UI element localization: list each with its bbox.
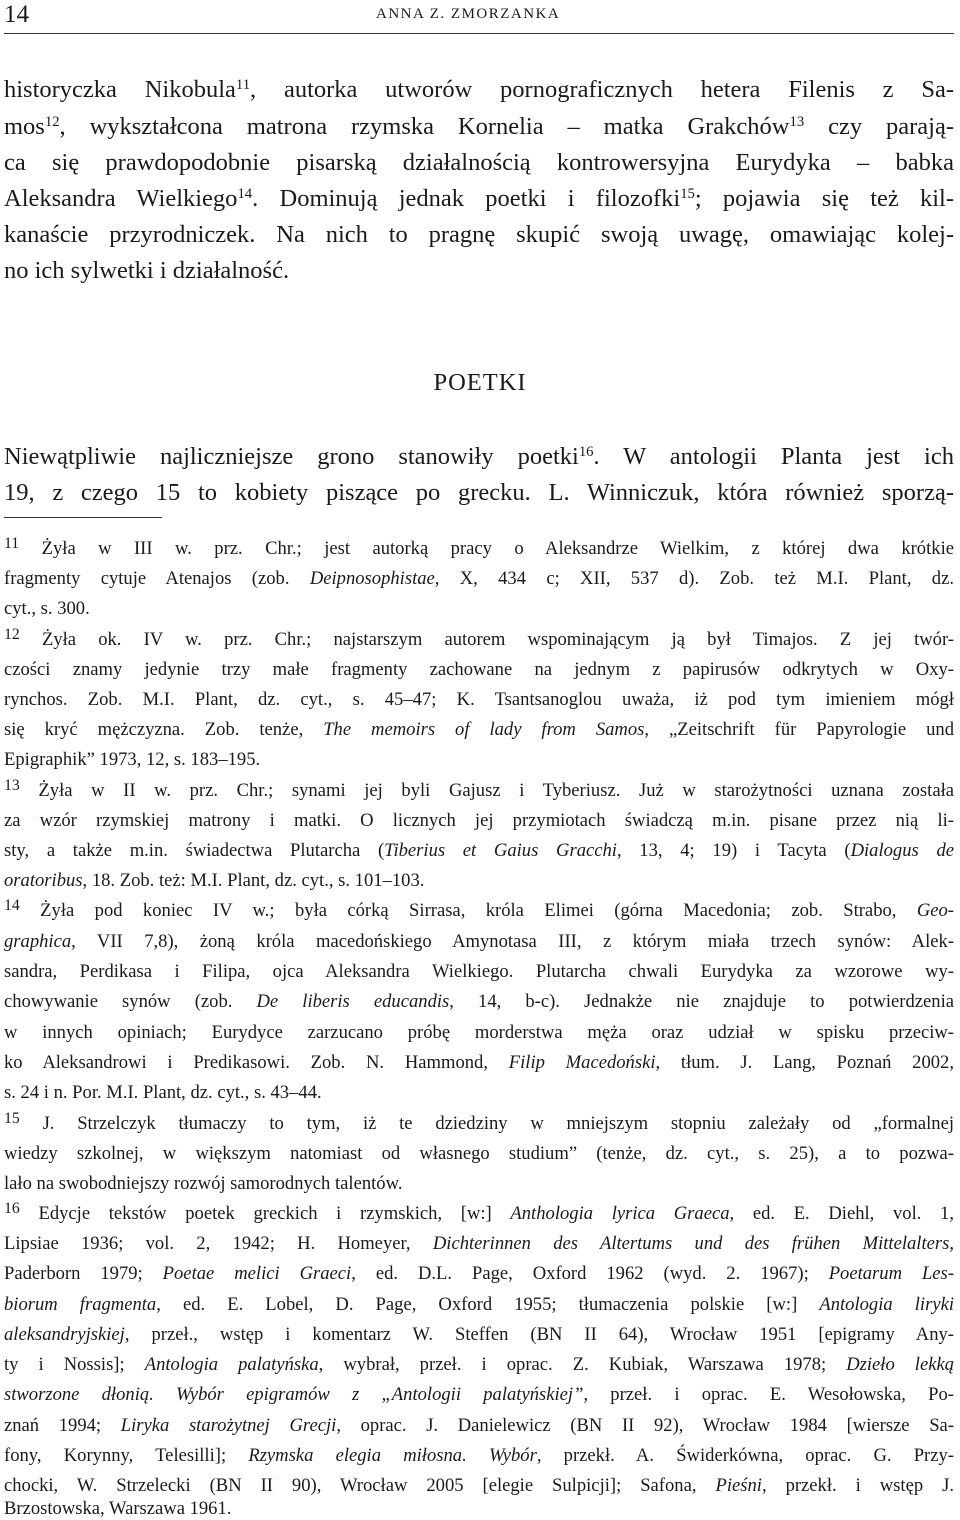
footnote-line (4, 931, 954, 953)
footnote-number: 11 (4, 534, 20, 552)
text-run: sty, a także m.in. świadectwa Plutarcha ( (4, 840, 385, 861)
text-run: , tłum. J. Lang, Poznań 2002, (655, 1052, 954, 1073)
text-run: , X, 434 c; XII, 537 d). Zob. też M.I. Plant, dz. (434, 568, 954, 589)
footnote-line (4, 1109, 954, 1135)
footnote-line (4, 776, 954, 802)
footnote-line (4, 659, 954, 681)
italic-text: Dichterinnen des Altertums und des frühen Mittelalters (432, 1233, 950, 1254)
text-run: 19, z czego 15 to kobiety piszące po grecku. L. Winniczuk, która również sporzą- (4, 479, 954, 506)
footnote-line (4, 1052, 954, 1074)
footnote-line (4, 1354, 954, 1376)
footnote-line (4, 568, 954, 590)
body-line (4, 185, 954, 213)
footnote-line (4, 1498, 231, 1520)
italic-text: Tiberius et Gaius Gracchi (384, 840, 617, 861)
footnote-line (4, 1294, 954, 1316)
text-run: Niewątpliwie najliczniejsze grono stanowiły poetki (4, 443, 579, 470)
text-run: Aleksandra Wielkiego (4, 185, 238, 212)
text-run: , oprac. J. Danielewicz (BN II 92), Wrocław 1984 [wiersze Sa- (336, 1415, 954, 1436)
text-run: , 13, 4; 19) i Tacyta ( (616, 840, 851, 861)
footnote-line (4, 534, 954, 560)
footnote-ref: 16 (578, 443, 594, 460)
footnote-rule (4, 517, 162, 518)
header-rule (4, 33, 954, 34)
section-heading: POETKI (433, 369, 527, 396)
footnote-line (4, 689, 954, 711)
footnote-line (4, 719, 954, 741)
text-run: Brzostowska, Warszawa 1961. (4, 1498, 232, 1519)
text-run: , wybrał, przeł. i oprac. Z. Kubiak, Warszawa 1978; (318, 1354, 847, 1375)
italic-text: graphica (4, 931, 72, 952)
text-run: chocki, W. Strzelecki (BN II 90), Wrocław 2005 [elegie Sulpicji]; Safona, (4, 1475, 716, 1496)
running-head: ANNA Z. ZMORZANKA (376, 6, 561, 22)
text-run: czości znamy jedynie trzy małe fragmenty zachowane na jednym z papirusów odkrytych w Oxy- (4, 659, 954, 680)
italic-text: Geo- (916, 900, 954, 921)
italic-text: Poetarum Les- (828, 1263, 954, 1284)
text-run: się kryć mężczyzna. Zob. tenże, (4, 719, 324, 740)
italic-text: stworzone dłonią. Wybór epigramów z „Antologii palatyńskiej” (4, 1384, 584, 1405)
text-run: Lipsiae 1936; vol. 2, 1942; H. Homeyer, (4, 1233, 433, 1254)
italic-text: The memoirs of lady from Samos (323, 719, 645, 740)
text-run: historyczka Nikobula (4, 76, 236, 103)
footnote-line (4, 1173, 402, 1195)
text-run: sandra, Perdikasa i Filipa, ojca Aleksandra Wielkiego. Plutarcha chwali Eurydyka za wzorowe wy- (4, 961, 954, 982)
footnote-line (4, 625, 954, 651)
body-line (4, 113, 954, 141)
text-run: ; pojawia się też kil- (694, 185, 955, 212)
text-run: , (949, 1233, 954, 1254)
italic-text: De liberis educandis (256, 991, 450, 1012)
text-run: fony, Korynny, Telesilli]; (4, 1445, 249, 1466)
text-run: , autorka utworów pornograficznych hetera Filenis z Sa- (250, 76, 954, 103)
text-run: , przeł., wstęp i komentarz W. Steffen (BN II 64), Wrocław 1951 [epigramy Any- (124, 1324, 954, 1345)
footnote-ref: 15 (680, 185, 695, 202)
text-run: , przekł. A. Świderkówna, oprac. G. Przy- (536, 1445, 954, 1466)
italic-text: aleksandryjskiej (4, 1324, 125, 1345)
footnote-line (4, 1022, 954, 1044)
footnote-number: 13 (4, 776, 20, 794)
text-run: J. Strzelczyk tłumaczy to tym, iż te dziedziny w mniejszym stopniu zależały od „formalnej (19, 1113, 954, 1134)
footnote-line (4, 1143, 954, 1165)
text-run: mos (4, 113, 45, 140)
text-run: w innych opiniach; Eurydyce zarzucano próbę morderstwa męża oraz udział w spisku przeciw- (4, 1022, 954, 1043)
footnote-line (4, 1263, 954, 1285)
text-run: , ed. E. Diehl, vol. 1, (729, 1203, 955, 1224)
footnote-line (4, 896, 954, 922)
italic-text: Anthologia lyrica Graeca (510, 1203, 730, 1224)
footnote-line (4, 870, 424, 892)
footnote-ref: 13 (789, 113, 805, 130)
footnote-line (4, 991, 954, 1013)
text-run: , ed. E. Lobel, D. Page, Oxford 1955; tłumaczenia polskie [w:] (156, 1294, 820, 1315)
footnote-number: 12 (4, 625, 20, 643)
italic-text: biorum fragmenta (4, 1294, 157, 1315)
footnote-number: 16 (4, 1199, 20, 1217)
footnote-ref: 11 (235, 76, 251, 93)
footnote-line (4, 1082, 322, 1104)
text-run: ca się prawdopodobnie pisarską działalnością kontrowersyjna Eurydyka – babka (4, 149, 954, 176)
text-run: cyt., s. 300. (4, 598, 90, 619)
footnote-line (4, 840, 954, 862)
text-run: Żyła w III w. prz. Chr.; jest autorką pracy o Aleksandrze Wielkim, z której dwa krótkie (19, 538, 954, 559)
italic-text: Rzymska elegia miłosna. Wybór (248, 1445, 537, 1466)
footnote-ref: 14 (237, 185, 253, 202)
italic-text: Dzieło lekką (846, 1354, 955, 1375)
italic-text: oratoribus (4, 870, 83, 891)
italic-text: Poetae melici Graeci (162, 1263, 352, 1284)
text-run: znań 1994; (4, 1415, 121, 1436)
footnote-line (4, 1445, 954, 1467)
text-run: , ed. D.L. Page, Oxford 1962 (wyd. 2. 1967); (351, 1263, 829, 1284)
footnote-line (4, 961, 954, 983)
text-run: wiedzy szkolnej, w większym natomiast od własnego studium” (tenże, dz. cyt., s. 25), a to pozwa- (4, 1143, 954, 1164)
footnote-line (4, 749, 260, 771)
text-run: . W antologii Planta jest ich (593, 443, 954, 470)
text-run: ty i Nossis]; (4, 1354, 145, 1375)
body-line (4, 76, 954, 104)
italic-text: Pieśni (715, 1475, 762, 1496)
italic-text: Antologia liryki (819, 1294, 954, 1315)
text-run: , przeł. i oprac. E. Wesołowska, Po- (583, 1384, 954, 1405)
footnote-line (4, 1199, 955, 1225)
text-run: , 14, b-c). Jednakże nie znajduje to potwierdzenia (449, 991, 955, 1012)
italic-text: Dialogus de (850, 840, 955, 861)
text-run: , przekł. i wstęp J. (761, 1475, 954, 1496)
text-run: s. 24 i n. Por. M.I. Plant, dz. cyt., s. 43–44. (4, 1082, 322, 1103)
text-run: , VII 7,8), żoną króla macedońskiego Amynotasa III, z którym miała trzech synów: Alek- (71, 931, 954, 952)
text-run: ko Aleksandrowi i Predikasowi. Zob. N. Hammond, (4, 1052, 509, 1073)
footnote-number: 15 (4, 1109, 20, 1127)
text-run: chowywanie synów (zob. (4, 991, 257, 1012)
italic-text: Deipnosophistae (309, 568, 435, 589)
body-line (4, 257, 289, 285)
footnote-line (4, 1475, 954, 1497)
body-line (4, 221, 954, 249)
text-run: fragmenty cytuje Atenajos (zob. (4, 568, 310, 589)
text-run: czy parają- (804, 113, 954, 140)
text-run: Edycje tekstów poetek greckich i rzymskich, [w:] (19, 1203, 511, 1224)
footnote-number: 14 (4, 896, 20, 914)
text-run: Epigraphik” 1973, 12, s. 183–195. (4, 749, 261, 770)
text-run: Paderborn 1979; (4, 1263, 163, 1284)
footnote-line (4, 1324, 954, 1346)
page-header (0, 0, 960, 34)
text-run: Żyła ok. IV w. prz. Chr.; najstarszym autorem wspominającym ją był Timajos. Z jej twór- (19, 629, 954, 650)
footnote-line (4, 1415, 954, 1437)
body-line (4, 479, 954, 507)
text-run: za wzór rzymskiej matrony i matki. O licznych jej przymiotach świadczą m.in. pisane przez nią li- (4, 810, 954, 831)
footnote-line (4, 810, 954, 832)
italic-text: Antologia palatyńska (144, 1354, 319, 1375)
text-run: rynchos. Zob. M.I. Plant, dz. cyt., s. 45–47; K. Tsantsanoglou uważa, iż pod tym imieniem mógł (4, 689, 954, 710)
text-run: . Dominują jednak poetki i filozofki (252, 185, 681, 212)
page-number: 14 (4, 1, 29, 28)
italic-text: Filip Macedoński (508, 1052, 656, 1073)
text-run: kanaście przyrodniczek. Na nich to pragnę skupić swoją uwagę, omawiając kolej- (4, 221, 954, 248)
text-run: , „Zeitschrift für Papyrologie und (644, 719, 954, 740)
body-line (4, 443, 954, 471)
text-run: , wykształcona matrona rzymska Kornelia – matka Grakchów (59, 113, 790, 140)
footnote-line (4, 1384, 954, 1406)
text-run: no ich sylwetki i działalność. (4, 257, 290, 284)
footnote-line (4, 1233, 954, 1255)
body-line (4, 149, 954, 177)
italic-text: Liryka starożytnej Grecji (120, 1415, 337, 1436)
text-run: Żyła w II w. prz. Chr.; synami jej byli Gajusz i Tyberiusz. Już w starożytności uznana została (19, 780, 954, 801)
text-run: , 18. Zob. też: M.I. Plant, dz. cyt., s. 101–103. (82, 870, 425, 891)
footnote-line (4, 598, 90, 620)
text-run: lało na swobodniejszy rozwój samorodnych talentów. (4, 1173, 403, 1194)
footnote-ref: 12 (44, 113, 60, 130)
text-run: Żyła pod koniec IV w.; była córką Sirrasa, króla Elimei (górna Macedonia; zob. Strabo, (19, 900, 917, 921)
